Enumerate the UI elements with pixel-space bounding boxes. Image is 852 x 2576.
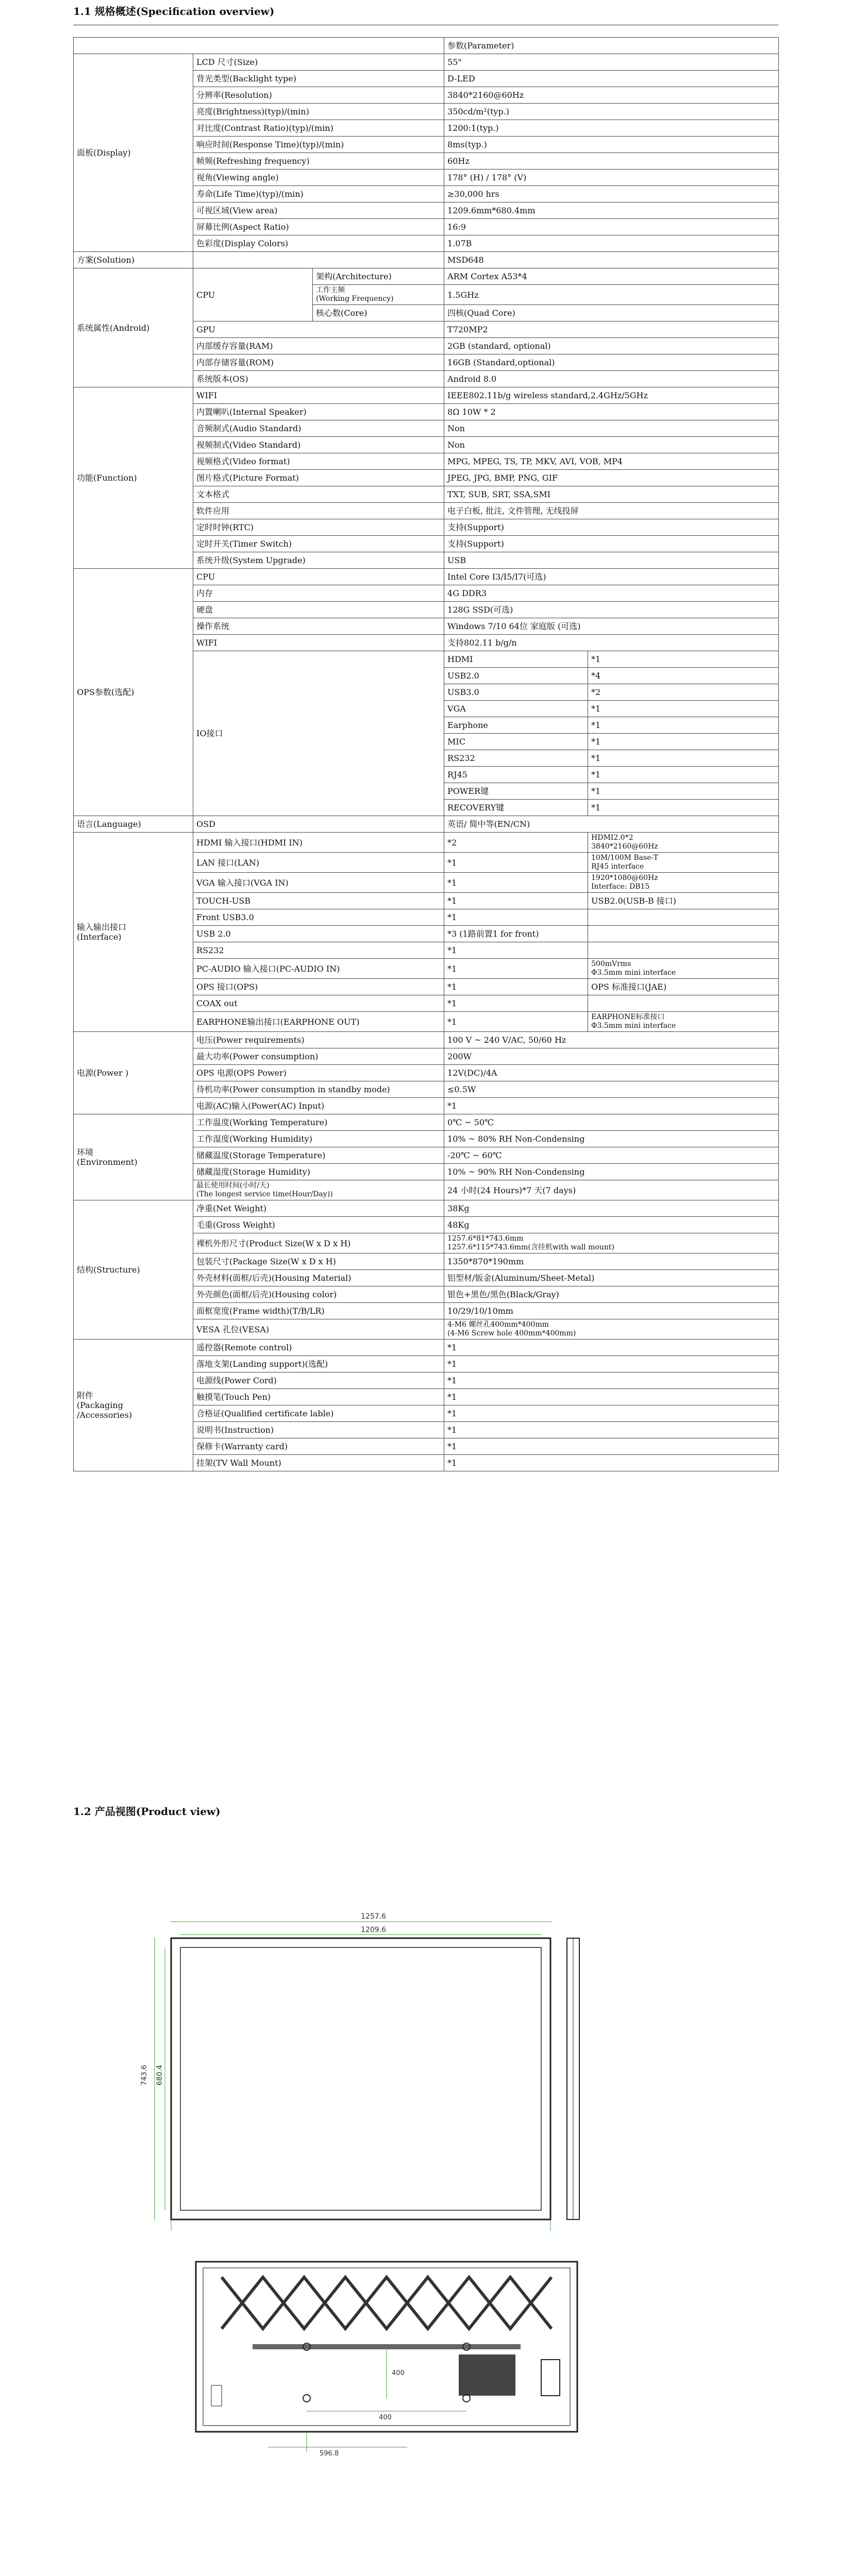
param-label: 架构(Architecture): [313, 268, 444, 285]
param-label: 图片格式(Picture Format): [193, 470, 444, 486]
param-label: 操作系统: [193, 618, 444, 635]
io-panel: [541, 2360, 560, 2396]
io-label: IO接口: [193, 651, 444, 816]
header-row: [74, 38, 779, 54]
param-value: 24 小时(24 Hours)*7 天(7 days): [444, 1180, 779, 1200]
param-label: 保修卡(Warranty card): [193, 1438, 444, 1455]
param-label: 工作湿度(Working Humidity): [193, 1131, 444, 1147]
param-label: CPU: [193, 569, 444, 585]
table-row: [74, 1340, 779, 1356]
table-row: [74, 1200, 779, 1217]
param-value: -20℃ ~ 60℃: [444, 1147, 779, 1164]
param-value: ARM Cortex A53*4: [444, 268, 779, 285]
param-label: HDMI 输入接口(HDMI IN): [193, 833, 444, 853]
param-value: *1: [444, 1405, 779, 1422]
param-label: EARPHONE输出接口(EARPHONE OUT): [193, 1012, 444, 1032]
table-row: [74, 387, 779, 404]
table-row: [74, 268, 779, 285]
cpu-label: CPU: [193, 268, 313, 321]
param-value: 铝型材/钣金(Aluminum/Sheet-Metal): [444, 1270, 779, 1286]
param-count: *1: [444, 853, 588, 873]
param-value: 16GB (Standard,optional): [444, 354, 779, 371]
param-note: 1920*1080@60Hz Interface: DB15: [588, 873, 779, 893]
table-row: [74, 252, 779, 268]
io-count: *1: [588, 651, 779, 668]
group-language: 语言(Language): [74, 816, 193, 833]
io-count: *1: [588, 734, 779, 750]
param-value: 178° (H) / 178° (V): [444, 170, 779, 186]
io-port: POWER键: [444, 783, 588, 800]
table-row: [74, 833, 779, 853]
param-value: 4G DDR3: [444, 585, 779, 602]
param-value: *1: [444, 1372, 779, 1389]
param-value: 10/29/10/10mm: [444, 1303, 779, 1319]
param-value: 16:9: [444, 219, 779, 235]
bezel-outline: [171, 1938, 550, 2219]
table-row: [74, 54, 779, 71]
io-count: *4: [588, 668, 779, 684]
param-label: 待机功率(Power consumption in standby mode): [193, 1081, 444, 1098]
param-value: 12V(DC)/4A: [444, 1065, 779, 1081]
param-value: USB: [444, 552, 779, 569]
dim-inner-height: 680.4: [156, 2064, 164, 2086]
rear-view-drawing: [191, 2257, 582, 2463]
param-label: 最长使用时间(小时/天) (The longest service time(Hour/Day)): [193, 1180, 444, 1200]
param-value: 200W: [444, 1048, 779, 1065]
param-label: 电压(Power requirements): [193, 1032, 444, 1048]
table-row: [74, 1032, 779, 1048]
io-port: Earphone: [444, 717, 588, 734]
param-value: 支持(Support): [444, 536, 779, 552]
param-label: OPS 接口(OPS): [193, 979, 444, 995]
param-value: Non: [444, 420, 779, 437]
io-count: *1: [588, 717, 779, 734]
param-count: *1: [444, 909, 588, 926]
param-note: HDMI2.0*2 3840*2160@60Hz: [588, 833, 779, 853]
table-row: [74, 1114, 779, 1131]
param-value: *1: [444, 1340, 779, 1356]
param-label: VGA 输入接口(VGA IN): [193, 873, 444, 893]
param-value: 1.5GHz: [444, 285, 779, 305]
param-value: MPG, MPEG, TS, TP, MKV, AVI, VOB, MP4: [444, 453, 779, 470]
param-value: 1200:1(typ.): [444, 120, 779, 137]
io-port: RECOVERY键: [444, 800, 588, 816]
param-label: 工作温度(Working Temperature): [193, 1114, 444, 1131]
param-label: LCD 尺寸(Size): [193, 54, 444, 71]
param-label: 净重(Net Weight): [193, 1200, 444, 1217]
param-label: OSD: [193, 816, 444, 833]
param-value: IEEE802.11b/g wireless standard,2.4GHz/5GHz: [444, 387, 779, 404]
param-value: *1: [444, 1455, 779, 1471]
group-structure: 结构(Structure): [74, 1200, 193, 1340]
param-value: *1: [444, 1389, 779, 1405]
group-solution: 方案(Solution): [74, 252, 193, 268]
param-value: TXT, SUB, SRT, SSA,SMI: [444, 486, 779, 503]
param-value: Android 8.0: [444, 371, 779, 387]
param-value: 38Kg: [444, 1200, 779, 1217]
param-value: 10% ~ 80% RH Non-Condensing: [444, 1131, 779, 1147]
param-label: 落地支架(Landing support)(选配): [193, 1356, 444, 1372]
param-label: 帧频(Refreshing frequency): [193, 153, 444, 170]
param-label: WIFI: [193, 387, 444, 404]
param-count: *3 (1路前置1 for front): [444, 926, 588, 942]
param-label: 毛重(Gross Weight): [193, 1217, 444, 1233]
screen-area: [180, 1947, 541, 2210]
param-label: VESA 孔位(VESA): [193, 1319, 444, 1340]
param-count: *1: [444, 1012, 588, 1032]
section-1-1-title: 1.1 规格概述(Specification overview): [73, 5, 275, 18]
param-value: *1: [444, 1422, 779, 1438]
param-label: 挂架(TV Wall Mount): [193, 1455, 444, 1471]
param-label: OPS 电源(OPS Power): [193, 1065, 444, 1081]
param-value: 350cd/m²(typ.): [444, 104, 779, 120]
param-label: 音频制式(Audio Standard): [193, 420, 444, 437]
io-count: *2: [588, 684, 779, 701]
param-label: TOUCH-USB: [193, 893, 444, 909]
group-display: 面板(Display): [74, 54, 193, 252]
mainboard-cover: [459, 2354, 515, 2396]
param-label: 视频格式(Video format): [193, 453, 444, 470]
param-value: 支持802.11 b/g/n: [444, 635, 779, 651]
param-value: 60Hz: [444, 153, 779, 170]
param-note: [588, 942, 779, 959]
param-label: 包装尺寸(Package Size(W x D x H): [193, 1253, 444, 1270]
param-label: RS232: [193, 942, 444, 959]
param-value: ≤0.5W: [444, 1081, 779, 1098]
group-android: 系统属性(Android): [74, 268, 193, 387]
group-function: 功能(Function): [74, 387, 193, 569]
param-value: 8ms(typ.): [444, 137, 779, 153]
param-value: 1257.6*81*743.6mm 1257.6*115*743.6mm(含挂机with wall mount): [444, 1233, 779, 1253]
param-note: OPS 标准接口(JAE): [588, 979, 779, 995]
param-value: T720MP2: [444, 321, 779, 338]
param-value: 1.07B: [444, 235, 779, 252]
param-value: JPEG, JPG, BMP, PNG, GIF: [444, 470, 779, 486]
group-accessories: 附件 (Packaging /Accessories): [74, 1340, 193, 1471]
param-label: 背光类型(Backlight type): [193, 71, 444, 87]
param-value: Non: [444, 437, 779, 453]
param-label: LAN 接口(LAN): [193, 853, 444, 873]
param-note: USB2.0(USB-B 接口): [588, 893, 779, 909]
param-note: [588, 995, 779, 1012]
param-label: 电源(AC)输入(Power(AC) Input): [193, 1098, 444, 1114]
param-label: 内置喇叭(Internal Speaker): [193, 404, 444, 420]
io-port: USB3.0: [444, 684, 588, 701]
param-value: 55": [444, 54, 779, 71]
param-label: 外壳颜色(面框/后壳)(Housing color): [193, 1286, 444, 1303]
param-value: ≥30,000 hrs: [444, 186, 779, 202]
param-count: *1: [444, 959, 588, 979]
param-label: 说明书(Instruction): [193, 1422, 444, 1438]
param-count: *2: [444, 833, 588, 853]
param-label: 视频制式(Video Standard): [193, 437, 444, 453]
param-label: COAX out: [193, 995, 444, 1012]
group-ops: OPS参数(选配): [74, 569, 193, 816]
param-label: GPU: [193, 321, 444, 338]
param-value: 4-M6 螺丝孔400mm*400mm (4-M6 Screw hole 400mm*400mm): [444, 1319, 779, 1340]
param-note: [588, 926, 779, 942]
param-value: D-LED: [444, 71, 779, 87]
param-value: 1350*870*190mm: [444, 1253, 779, 1270]
param-label: 遥控器(Remote control): [193, 1340, 444, 1356]
param-count: *1: [444, 979, 588, 995]
header-blank: [74, 38, 444, 54]
param-count: *1: [444, 995, 588, 1012]
param-label: 寿命(Life Time)(typ)/(min): [193, 186, 444, 202]
param-note: [588, 909, 779, 926]
param-label: 定时开关(Timer Switch): [193, 536, 444, 552]
param-label: USB 2.0: [193, 926, 444, 942]
vesa-hole: [463, 2395, 470, 2402]
group-interface: 输入输出接口 (Interface): [74, 833, 193, 1032]
table-row: [74, 569, 779, 585]
specification-table: [73, 37, 779, 1471]
param-label: PC-AUDIO 输入接口(PC-AUDIO IN): [193, 959, 444, 979]
param-value: 10% ~ 90% RH Non-Condensing: [444, 1164, 779, 1180]
param-value: Windows 7/10 64位 家庭版 (可选): [444, 618, 779, 635]
param-label: 可视区域(View area): [193, 202, 444, 219]
group-environment: 环境 (Environment): [74, 1114, 193, 1200]
param-count: *1: [444, 893, 588, 909]
section-1-2-title: 1.2 产品视图(Product view): [73, 1805, 221, 1818]
param-label: 系统版本(OS): [193, 371, 444, 387]
dim-vesa-h: 400: [392, 2369, 405, 2377]
param-note: 10M/100M Base-T RJ45 interface: [588, 853, 779, 873]
dim-bottom: 596.8: [320, 2450, 339, 2458]
param-value: 128G SSD(可选): [444, 602, 779, 618]
param-value: 48Kg: [444, 1217, 779, 1233]
param-label: WIFI: [193, 635, 444, 651]
param-value: MSD648: [444, 252, 779, 268]
dim-inner-width: 1209.6: [361, 1926, 386, 1934]
param-label: 分辨率(Resolution): [193, 87, 444, 104]
io-port: VGA: [444, 701, 588, 717]
param-label: 合格证(Qualified certificate lable): [193, 1405, 444, 1422]
param-label: 系统升级(System Upgrade): [193, 552, 444, 569]
io-count: *1: [588, 800, 779, 816]
dim-vesa: 400: [379, 2414, 392, 2421]
front-view-drawing: [139, 1906, 603, 2236]
param-count: *1: [444, 873, 588, 893]
param-value: 3840*2160@60Hz: [444, 87, 779, 104]
param-label: 软件应用: [193, 503, 444, 519]
io-count: *1: [588, 783, 779, 800]
param-label: 内部存储容量(ROM): [193, 354, 444, 371]
param-value: 银色+黑色/黑色(Black/Gray): [444, 1286, 779, 1303]
param-value: 100 V ~ 240 V/AC, 50/60 Hz: [444, 1032, 779, 1048]
param-label: 核心数(Core): [313, 305, 444, 321]
param-label: 色彩度(Display Colors): [193, 235, 444, 252]
param-label: 对比度(Contrast Ratio)(typ)/(min): [193, 120, 444, 137]
io-port: MIC: [444, 734, 588, 750]
param-label: 电源线(Power Cord): [193, 1372, 444, 1389]
io-count: *1: [588, 767, 779, 783]
param-value: 支持(Support): [444, 519, 779, 536]
header-parameter: 参数(Parameter): [444, 38, 779, 54]
param-note: 500mVrms Φ3.5mm mini interface: [588, 959, 779, 979]
vesa-hole: [303, 2395, 310, 2402]
param-label: 视角(Viewing angle): [193, 170, 444, 186]
param-label: 面框宽度(Frame width)(T/B/LR): [193, 1303, 444, 1319]
io-port: HDMI: [444, 651, 588, 668]
param-label: Front USB3.0: [193, 909, 444, 926]
param-value: *1: [444, 1098, 779, 1114]
param-label: 亮度(Brightness)(typ)/(min): [193, 104, 444, 120]
param-count: *1: [444, 942, 588, 959]
param-label: 内部缓存容量(RAM): [193, 338, 444, 354]
io-count: *1: [588, 701, 779, 717]
param-label: 内存: [193, 585, 444, 602]
param-label: 响应时间(Response Time)(typ)/(min): [193, 137, 444, 153]
io-count: *1: [588, 750, 779, 767]
param-label: 定时时钟(RTC): [193, 519, 444, 536]
param-value: *1: [444, 1438, 779, 1455]
param-value: 电子白板, 批注, 文件管理, 无线投屏: [444, 503, 779, 519]
param-value: 0℃ ~ 50℃: [444, 1114, 779, 1131]
dim-width: 1257.6: [361, 1912, 386, 1921]
param-value: 8Ω 10W * 2: [444, 404, 779, 420]
param-note: EARPHONE标准接口 Φ3.5mm mini interface: [588, 1012, 779, 1032]
param-value: Intel Core I3/I5/I7(可选): [444, 569, 779, 585]
param-value: 英语/ 简中等(EN/CN): [444, 816, 779, 833]
param-value: 1209.6mm*680.4mm: [444, 202, 779, 219]
param-value: 2GB (standard, optional): [444, 338, 779, 354]
io-port: RJ45: [444, 767, 588, 783]
param-label: 硬盘: [193, 602, 444, 618]
param-label: 储藏温度(Storage Temperature): [193, 1147, 444, 1164]
param-value: 四核(Quad Core): [444, 305, 779, 321]
param-label: 屏幕比例(Aspect Ratio): [193, 219, 444, 235]
param-value: *1: [444, 1356, 779, 1372]
param-label: 储藏湿度(Storage Humidity): [193, 1164, 444, 1180]
param-label: 裸机外形尺寸(Product Size(W x D x H): [193, 1233, 444, 1253]
io-port: USB2.0: [444, 668, 588, 684]
blank: [193, 252, 444, 268]
dim-height: 743.6: [140, 2064, 148, 2086]
io-port: RS232: [444, 750, 588, 767]
param-label: 外壳材料(面框/后壳)(Housing Material): [193, 1270, 444, 1286]
param-label: 最大功率(Power consumption): [193, 1048, 444, 1065]
param-label: 文本格式: [193, 486, 444, 503]
param-label: 触摸笔(Touch Pen): [193, 1389, 444, 1405]
param-label: 工作主频 (Working Frequency): [313, 285, 444, 305]
table-row: [74, 816, 779, 833]
group-power: 电源(Power ): [74, 1032, 193, 1114]
